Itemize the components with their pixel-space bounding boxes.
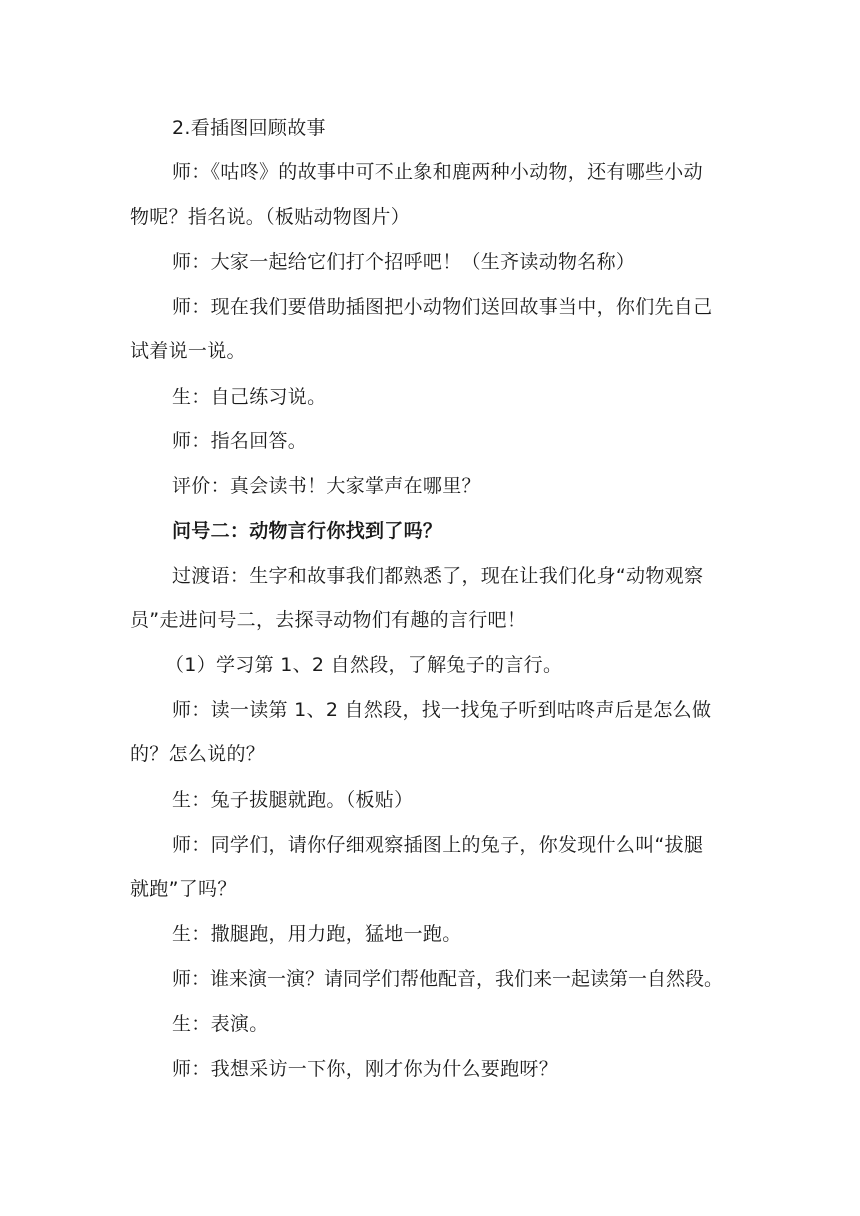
paragraph-line: 师：指名回答。: [172, 430, 308, 452]
paragraph-line: 就跑”了吗？: [130, 878, 237, 900]
section-heading-question-two: 问号二：动物言行你找到了吗？: [172, 520, 443, 542]
paragraph-line: 评价：真会读书！大家掌声在哪里？: [172, 475, 481, 497]
paragraph-line: 试着说一说。: [130, 340, 246, 362]
paragraph-line: 生：兔子拔腿就跑。（板贴）: [172, 789, 414, 811]
paragraph-line: 师：大家一起给它们打个招呼吧！（生齐读动物名称）: [172, 251, 636, 273]
paragraph-line: 物呢？指名说。（板贴动物图片）: [130, 206, 411, 228]
paragraph-line: 生：撒腿跑，用力跑，猛地一跑。: [172, 923, 462, 945]
paragraph-line: 生：表演。: [172, 1013, 269, 1035]
paragraph-line: 师：同学们，请你仔细观察插图上的兔子，你发现什么叫“拔腿: [172, 834, 704, 856]
paragraph-line: 过渡语：生字和故事我们都熟悉了，现在让我们化身“动物观察: [172, 565, 704, 587]
subsection-heading: （1）学习第 1、2 自然段，了解兔子的言行。: [165, 654, 563, 676]
paragraph-line: 师：谁来演一演？请同学们帮他配音，我们来一起读第一自然段。: [172, 968, 724, 990]
paragraph-line: 的？怎么说的？: [130, 743, 266, 765]
paragraph-line: 师：读一读第 1、2 自然段，找一找兔子听到咕咚声后是怎么做: [172, 699, 712, 721]
section-heading-review-story: 2.看插图回顾故事: [172, 117, 326, 139]
paragraph-line: 员”走进问号二，去探寻动物们有趣的言行吧！: [130, 609, 527, 631]
paragraph-line: 师：我想采访一下你，刚才你为什么要跑呀？: [172, 1058, 559, 1080]
paragraph-line: 生：自己练习说。: [172, 386, 327, 408]
paragraph-line: 师：《咕咚》的故事中可不止象和鹿两种小动物，还有哪些小动: [172, 161, 703, 183]
paragraph-line: 师：现在我们要借助插图把小动物们送回故事当中，你们先自己: [172, 296, 713, 318]
